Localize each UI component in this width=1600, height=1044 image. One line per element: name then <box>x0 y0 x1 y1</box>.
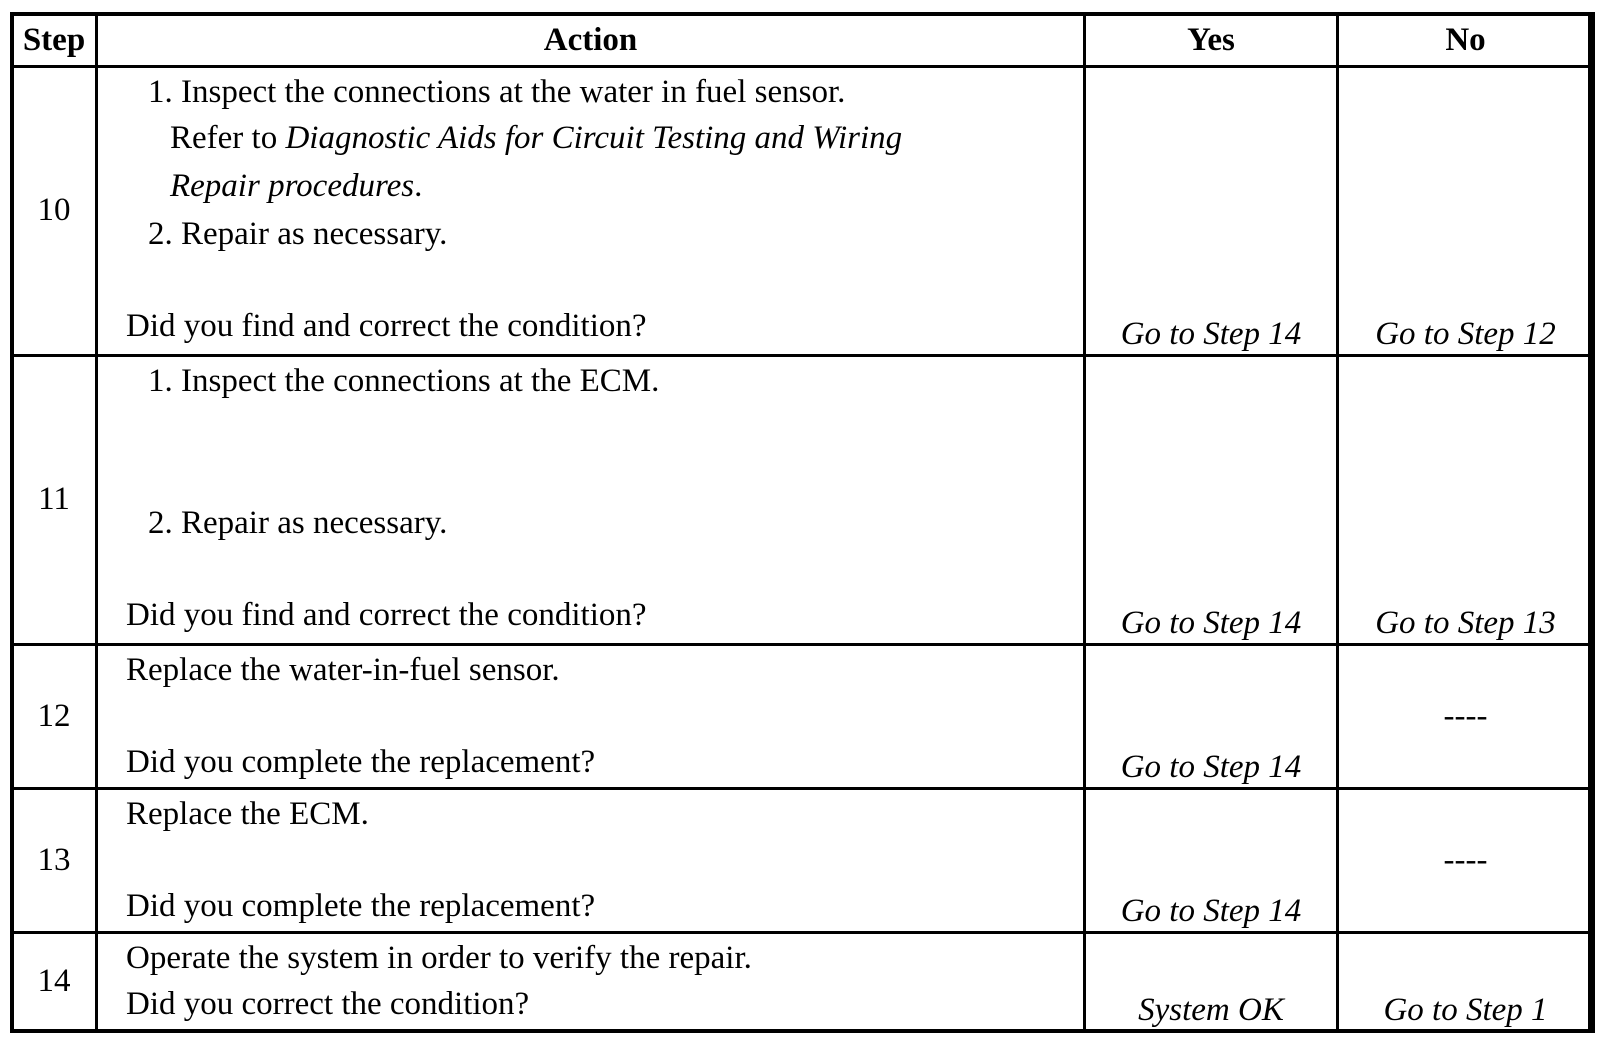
action-question: Did you find and correct the condition? <box>126 308 647 344</box>
header-yes: Yes <box>1085 14 1338 67</box>
header-step: Step <box>12 14 97 67</box>
no-text: Go to Step 1 <box>1383 992 1548 1028</box>
yes-text: Go to Step 14 <box>1120 748 1302 785</box>
refer-prefix: Refer to <box>170 120 286 156</box>
item-text: Repair as necessary. <box>181 216 448 252</box>
header-action: Action <box>97 14 1085 67</box>
yes-text: Go to Step 14 <box>1120 604 1302 641</box>
header-no: No <box>1338 14 1594 67</box>
refer-document-title-cont: Repair procedures <box>170 168 415 204</box>
item-number: 1. <box>148 74 173 110</box>
item-text: Inspect the connections at the water in fuel sensor. <box>181 74 846 110</box>
refer-document-title: Diagnostic Aids for Circuit Testing and Wiring <box>285 120 903 156</box>
action-question: Did you correct the condition? <box>126 985 530 1022</box>
action-question: Did you find and correct the condition? <box>126 596 647 633</box>
item-number: 1. <box>148 362 173 399</box>
action-text: Operate the system in order to verify the repair. <box>126 939 752 976</box>
item-text: Repair as necessary. <box>181 504 448 541</box>
action-text: Replace the water-in-fuel sensor. <box>126 651 560 688</box>
no-text: ---- <box>1443 698 1488 735</box>
step-number: 12 <box>12 644 97 788</box>
no-text: Go to Step 13 <box>1375 604 1556 641</box>
step-number: 13 <box>12 788 97 932</box>
no-text: ---- <box>1443 842 1488 879</box>
step-number: 14 <box>12 932 97 1031</box>
action-text: Replace the ECM. <box>126 795 369 832</box>
step-number: 11 <box>12 355 97 644</box>
yes-text: Go to Step 14 <box>1120 315 1302 352</box>
action-question: Did you complete the replacement? <box>126 887 596 924</box>
no-text: Go to Step 12 <box>1375 315 1556 352</box>
item-text: Inspect the connections at the ECM. <box>181 362 660 399</box>
yes-text: Go to Step 14 <box>1120 892 1302 929</box>
step-number: 10 <box>12 67 97 356</box>
refer-period: . <box>414 168 423 204</box>
item-number: 2. <box>148 504 173 541</box>
action-question: Did you complete the replacement? <box>126 743 596 780</box>
item-number: 2. <box>148 216 173 252</box>
table-outer-border <box>10 12 1592 1033</box>
yes-text: System OK <box>1138 992 1284 1028</box>
